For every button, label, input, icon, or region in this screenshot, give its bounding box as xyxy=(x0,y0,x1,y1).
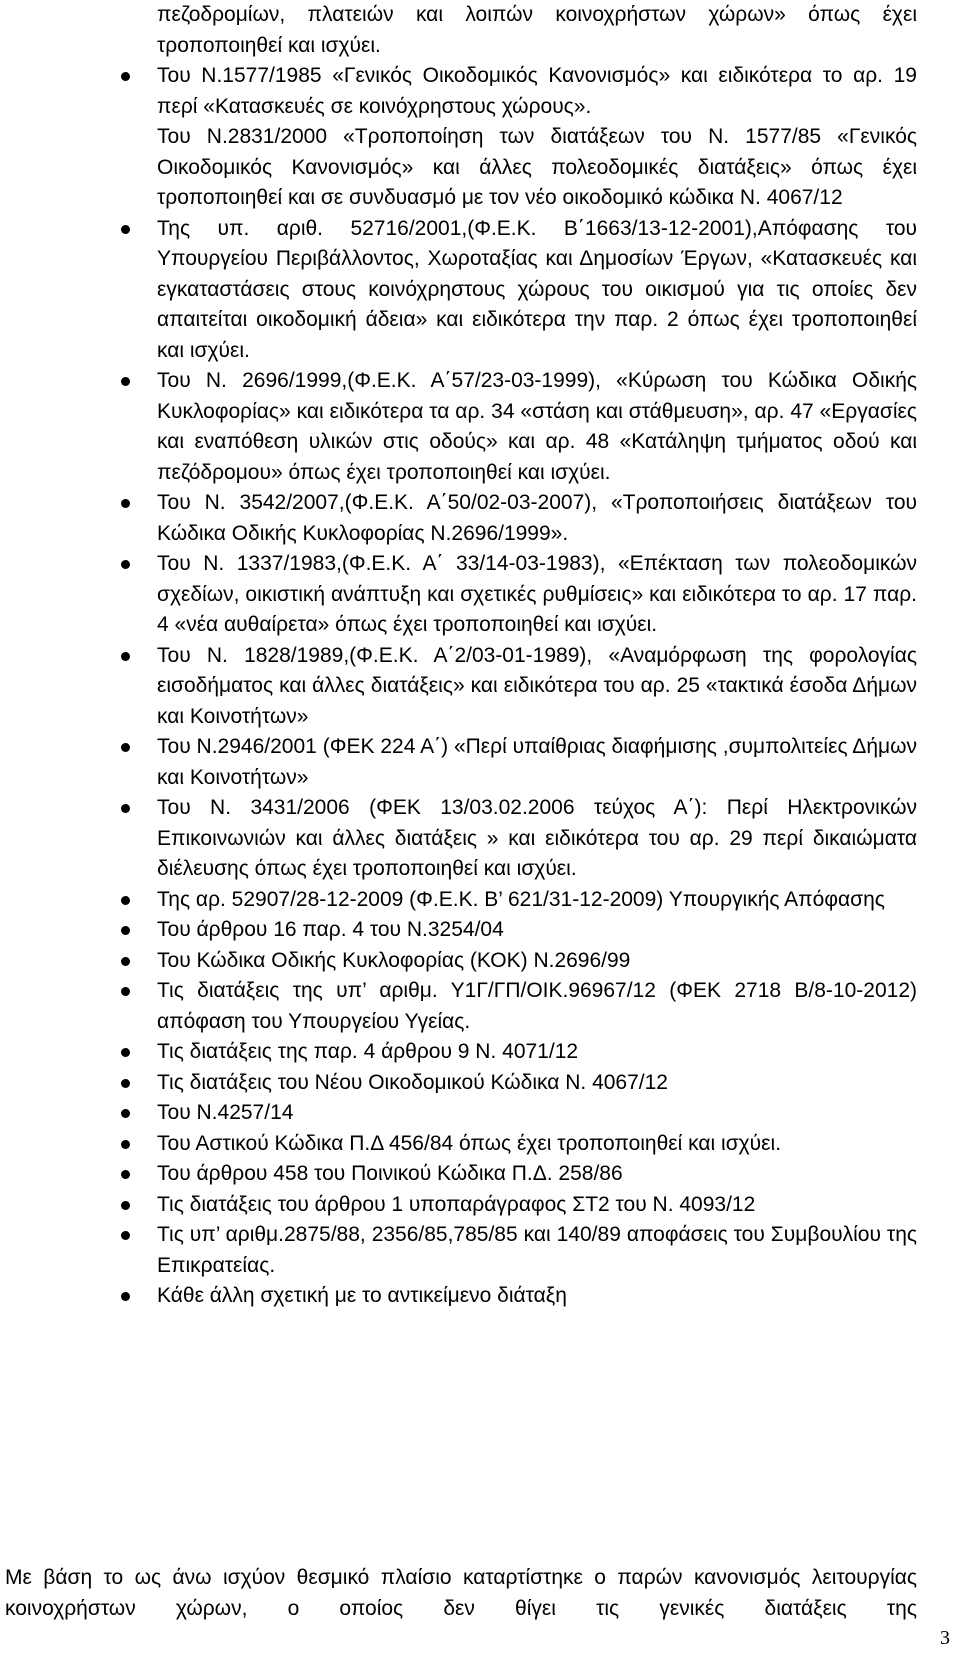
legal-framework-list xyxy=(157,61,917,1312)
bullet-icon xyxy=(121,1048,130,1057)
legal-reference-item xyxy=(157,1098,917,1129)
bullet-icon xyxy=(121,1201,130,1210)
legal-reference-item xyxy=(157,1129,917,1160)
legal-reference-text: Του Ν. 3542/2007,(Φ.Ε.Κ. Α΄50/02-03-2007), «Τροποποιήσεις διατάξεων του Κώδικα Οδικής Κυκλοφορίας Ν.2696/1999». xyxy=(157,491,917,545)
legal-reference-item xyxy=(157,122,917,214)
legal-reference-text: Τις διατάξεις της υπ’ αριθμ. Υ1Γ/ΓΠ/ΟΙΚ.96967/12 (ΦΕΚ 2718 Β/8-10-2012) απόφαση του Υπουργείου Υγείας. xyxy=(157,979,917,1033)
legal-reference-item xyxy=(157,915,917,946)
legal-reference-text: Κάθε άλλη σχετική με το αντικείμενο διάταξη xyxy=(157,1284,567,1307)
legal-reference-text: Της υπ. αριθ. 52716/2001,(Φ.Ε.Κ. Β΄1663/13-12-2001),Απόφασης του Υπουργείου Περιβάλλοντος, Χωροταξίας και Δημοσίων Έργων, «Κατασκευές και εγκαταστάσεις στους κοινόχρηστους χώρους του οικισμού για τις οποίες δεν απαιτείται οικοδομική άδεια» και ειδικότερα την παρ. 2 όπως έχει τροποποιηθεί και ισχύει. xyxy=(157,216,917,362)
legal-reference-text: Του Ν. 3431/2006 (ΦΕΚ 13/03.02.2006 τεύχος Α΄): Περί Ηλεκτρονικών Επικοινωνιών και άλλες διατάξεις » και ειδικότερα του αρ. 29 περί δικαιώματα διέλευσης όπως έχει τροποποιηθεί και ισχύει. xyxy=(157,796,917,880)
bullet-icon xyxy=(121,560,130,569)
legal-reference-text: Του Ν.2946/2001 (ΦΕΚ 224 Α΄) «Περί υπαίθριας διαφήμισης ,συμπολιτείες Δήμων και Κοινοτήτων» xyxy=(157,735,917,789)
legal-reference-text: Του Ν.1577/1985 «Γενικός Οικοδομικός Κανονισμός» και ειδικότερα το αρ. 19 περί «Κατασκευές σε κοινόχρηστους χώρους». xyxy=(157,64,917,118)
legal-reference-text: Του Αστικού Κώδικα Π.Δ 456/84 όπως έχει τροποποιηθεί και ισχύει. xyxy=(157,1131,782,1155)
legal-reference-item xyxy=(157,549,917,641)
legal-reference-item xyxy=(157,885,917,916)
bullet-icon xyxy=(121,804,130,813)
legal-reference-text: Τις διατάξεις της παρ. 4 άρθρου 9 Ν. 4071/12 xyxy=(157,1040,579,1063)
legal-reference-item xyxy=(157,1190,917,1221)
bullet-icon xyxy=(121,499,130,508)
legal-reference-item xyxy=(157,1281,917,1312)
bullet-icon xyxy=(121,1170,130,1179)
legal-reference-text: Του Ν. 1337/1983,(Φ.Ε.Κ. Α΄ 33/14-03-1983), «Επέκταση των πολεοδομικών σχεδίων, οικιστική ανάπτυξη και σχετικές ρυθμίσεις» και ειδικότερα το αρ. 17 παρ. 4 «νέα αυθαίρετα» όπως έχει τροποποιηθεί και ισχύει. xyxy=(157,552,917,636)
legal-reference-item xyxy=(157,366,917,488)
bullet-icon xyxy=(121,1231,130,1240)
legal-reference-item xyxy=(157,976,917,1037)
bullet-icon xyxy=(121,72,130,81)
legal-reference-text: Της αρ. 52907/28-12-2009 (Φ.Ε.Κ. Β’ 621/31-12-2009) Υπουργικής Απόφασης xyxy=(157,887,885,911)
bullet-icon xyxy=(121,743,130,752)
legal-reference-item xyxy=(157,214,917,367)
legal-reference-text: Τις διατάξεις του άρθρου 1 υποπαράγραφος ΣΤ2 του Ν. 4093/12 xyxy=(157,1192,756,1216)
bullet-icon xyxy=(121,1292,130,1301)
bullet-icon xyxy=(121,926,130,935)
legal-reference-item xyxy=(157,732,917,793)
bullet-icon xyxy=(121,652,130,661)
page-number: 3 xyxy=(940,1627,950,1649)
legal-reference-text: Του Ν.2831/2000 «Τροποποίηση των διατάξεων του Ν. 1577/85 «Γενικός Οικοδομικός Κανονισμός» και άλλες πολεοδομικές διατάξεις» όπως έχει τροποποιηθεί και σε συνδυασμό με τον νέο οικοδομικό κώδικα Ν. 4067/12 xyxy=(157,125,917,209)
bullet-icon xyxy=(121,225,130,234)
bullet-icon xyxy=(121,896,130,905)
legal-reference-item xyxy=(157,946,917,977)
legal-reference-item xyxy=(157,793,917,885)
legal-reference-item xyxy=(157,641,917,733)
intro-paragraph: πεζοδρομίων, πλατειών και λοιπών κοινοχρήστων χώρων» όπως έχει τροποποιηθεί και ισχύει. xyxy=(157,3,917,57)
legal-reference-text: Τις υπ’ αριθμ.2875/88, 2356/85,785/85 και 140/89 αποφάσεις του Συμβουλίου της Επικρατείας. xyxy=(157,1223,917,1277)
bullet-icon xyxy=(121,987,130,996)
legal-reference-text: Του άρθρου 458 του Ποινικού Κώδικα Π.Δ. 258/86 xyxy=(157,1162,623,1185)
legal-reference-item xyxy=(157,61,917,122)
legal-reference-text: Του Ν. 2696/1999,(Φ.Ε.Κ. Α΄57/23-03-1999), «Κύρωση του Κώδικα Οδικής Κυκλοφορίας» και ειδικότερα τα αρ. 34 «στάση και στάθμευση», αρ. 47 «Εργασίες και εναπόθεση υλικών στις οδούς» και αρ. 48 «Κατάληψη τμήματος οδού και πεζόδρομου» όπως έχει τροποποιηθεί και ισχύει. xyxy=(157,369,917,484)
bullet-icon xyxy=(121,957,130,966)
bullet-icon xyxy=(121,1079,130,1088)
bullet-icon xyxy=(121,1109,130,1118)
legal-reference-text: Του Ν. 1828/1989,(Φ.Ε.Κ. Α΄2/03-01-1989), «Αναμόρφωση της φορολογίας εισοδήματος και άλλες διατάξεις» και ειδικότερα του αρ. 25 «τακτικά έσοδα Δήμων και Κοινοτήτων» xyxy=(157,643,917,728)
bullet-icon xyxy=(121,377,130,386)
legal-reference-item xyxy=(157,1220,917,1281)
legal-reference-text: Του άρθρου 16 παρ. 4 του Ν.3254/04 xyxy=(157,918,504,941)
legal-reference-item xyxy=(157,1037,917,1068)
legal-reference-item xyxy=(157,1068,917,1099)
closing-paragraph: Με βάση το ως άνω ισχύον θεσμικό πλαίσιο καταρτίστηκε ο παρών κανονισμός λειτουργίας κοινοχρήστων χώρων, ο οποίος δεν θίγει τις γενικές διατάξεις της xyxy=(5,1566,917,1620)
legal-reference-text: Του Ν.4257/14 xyxy=(157,1101,294,1124)
legal-reference-item xyxy=(157,1159,917,1190)
bullet-icon xyxy=(121,1140,130,1149)
legal-reference-item xyxy=(157,488,917,549)
legal-reference-text: Του Κώδικα Οδικής Κυκλοφορίας (ΚΟΚ) Ν.2696/99 xyxy=(157,948,631,972)
legal-reference-text: Τις διατάξεις του Νέου Οικοδομικού Κώδικα Ν. 4067/12 xyxy=(157,1070,668,1094)
